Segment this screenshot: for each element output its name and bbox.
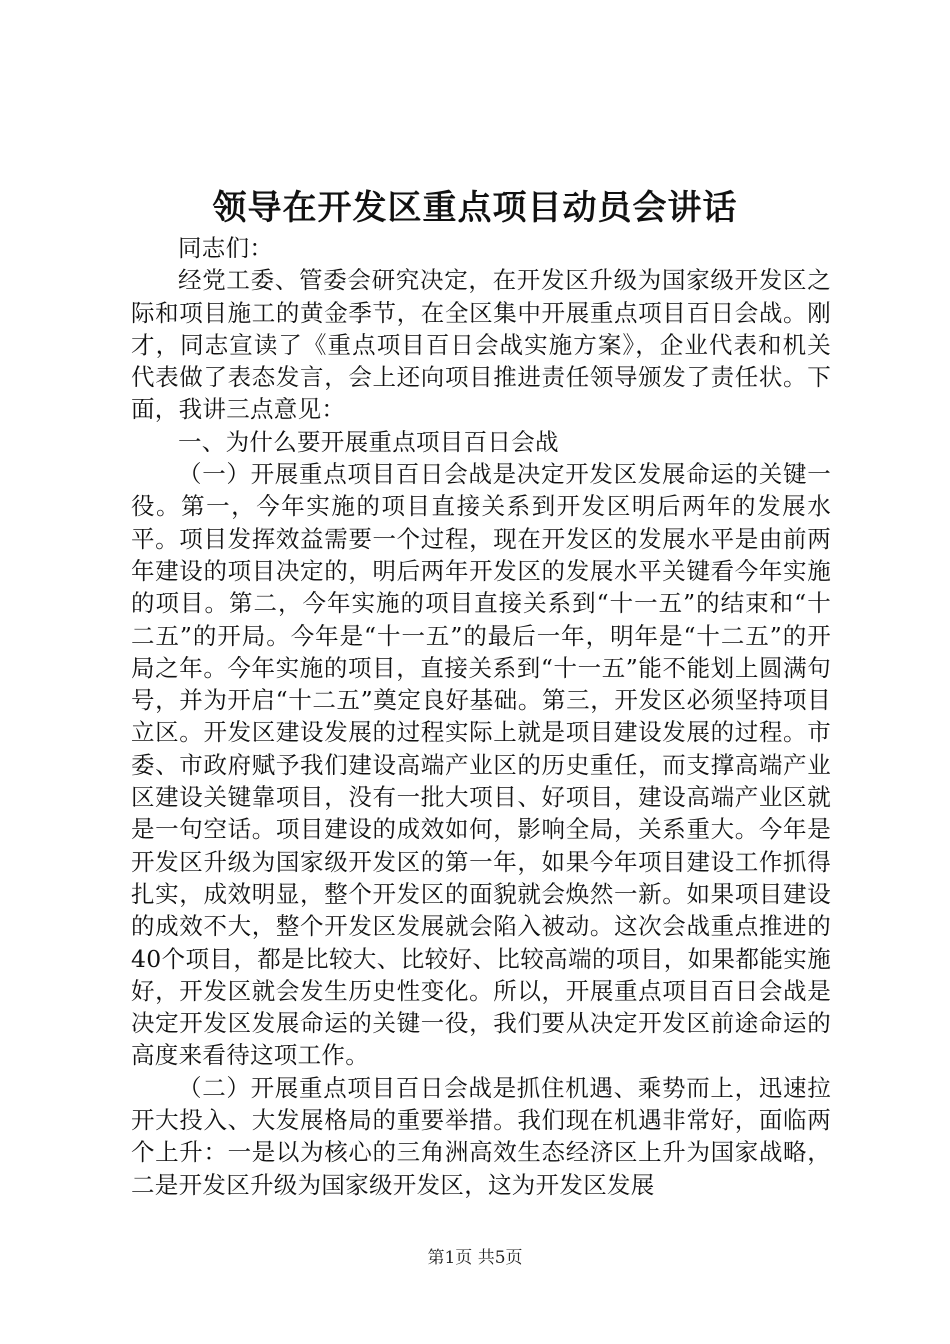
section-heading-1: 一、为什么要开展重点项目百日会战 [178, 427, 559, 456]
document-body [131, 232, 831, 1201]
subsection-paragraph-2: （二）开展重点项目百日会战是抓住机遇、乘势而上，迅速拉开大投入、大发展格局的重要举措。我们现在机遇非常好，面临两个上升：一是以为核心的三角洲高效生态经济区上升为国家战略，二是开发区升级为国家级开发区，这为开发区发展 [131, 1073, 831, 1199]
document-title: 领导在开发区重点项目动员会讲话 [212, 188, 738, 228]
subsection-paragraph-1: （一）开展重点项目百日会战是决定开发区发展命运的关键一役。第一，今年实施的项目直接关系到开发区明后两年的发展水平。项目发挥效益需要一个过程，现在开发区的发展水平是由前两年建设的项目决定的，明后两年开发区的发展水平关键看今年实施的项目。第二，今年实施的项目直接关系到“十一五”的结束和“十二五”的开局。今年是“十一五”的最后一年，明年是“十二五”的开局之年。今年实施的项目，直接关系到“十一五”能不能划上圆满句号，并为开启“十二五”奠定良好基础。第三，开发区必须坚持项目立区。开发区建设发展的过程实际上就是项目建设发展的过程。市委、市政府赋予我们建设高端产业区的历史重任，而支撑高端产业区建设关键靠项目，没有一批大项目、好项目，建设高端产业区就是一句空话。项目建设的成效如何，影响全局，关系重大。今年是开发区升级为国家级开发区的第一年，如果今年项目建设工作抓得扎实，成效明显，整个开发区的面貌就会焕然一新。如果项目建设的成效不大，整个开发区发展就会陷入被动。这次会战重点推进的40个项目，都是比较大、比较好、比较高端的项目，如果都能实施好，开发区就会发生历史性变化。所以，开展重点项目百日会战是决定开发区发展命运的关键一役，我们要从决定开发区前途命运的高度来看待这项工作。 [131, 460, 831, 1070]
page-number-footer: 第1页 共5页 [427, 1248, 523, 1268]
intro-paragraph: 经党工委、管委会研究决定，在开发区升级为国家级开发区之际和项目施工的黄金季节，在全区集中开展重点项目百日会战。刚才，同志宣读了《重点项目百日会战实施方案》，企业代表和机关代表做了表态发言，会上还向项目推进责任领导颁发了责任状。下面，我讲三点意见： [131, 266, 831, 424]
salutation-paragraph: 同志们： [178, 234, 274, 262]
